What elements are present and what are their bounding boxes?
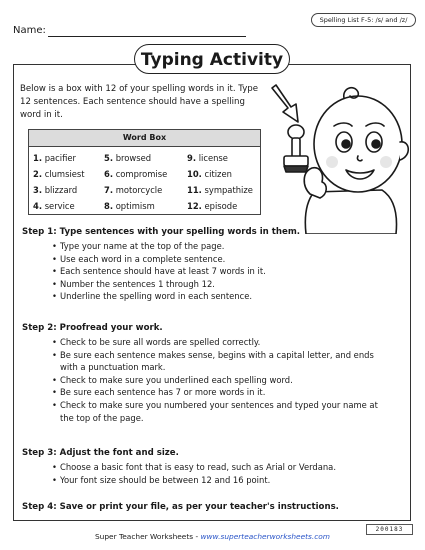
list-item: • Check to make sure you numbered your sentences and typed your name at the top of the page.	[60, 399, 390, 424]
footer-url[interactable]: www.superteacherworksheets.com	[200, 532, 330, 541]
name-label: Name:	[13, 25, 46, 36]
list-item: • Be sure each sentence has 7 or more words in it.	[60, 386, 390, 399]
list-item: • Be sure each sentence makes sense, begins with a capital letter, and ends with a punctuation mark.	[60, 349, 390, 374]
list-item: • Underline the spelling word in each sentence.	[60, 290, 390, 303]
word-box	[28, 129, 261, 215]
step-2-list	[60, 336, 390, 424]
step-4-title: Step 4: Save or print your file, as per your teacher's instructions.	[22, 502, 339, 512]
name-line	[48, 36, 246, 37]
spelling-list-label: Spelling List F-5: /s/ and /z/	[311, 13, 416, 27]
word-item: 9. license	[187, 153, 228, 163]
step-3-title: Step 3: Adjust the font and size.	[22, 448, 179, 458]
arrow-icon	[272, 85, 298, 122]
word-item: 4. service	[33, 201, 75, 211]
word-item: 10. citizen	[187, 169, 232, 179]
list-item: • Number the sentences 1 through 12.	[60, 278, 390, 291]
baby-with-stamp-illustration	[262, 74, 412, 234]
word-item: 3. blizzard	[33, 185, 78, 195]
list-item: • Your font size should be between 12 and 16 point.	[60, 474, 390, 487]
intro-text: Below is a box with 12 of your spelling words in it. Type 12 sentences. Each sentence should have a spelling word in it.	[20, 84, 259, 120]
worksheet-code: 200183	[366, 524, 413, 535]
list-item: • Choose a basic font that is easy to read, such as Arial or Verdana.	[60, 461, 390, 474]
word-item: 2. clumsiest	[33, 169, 85, 179]
list-item: • Check to make sure you underlined each spelling word.	[60, 374, 390, 387]
step-3-list	[60, 461, 390, 486]
list-item: • Type your name at the top of the page.	[60, 240, 390, 253]
word-box-heading: Word Box	[29, 130, 260, 147]
list-item: • Each sentence should have at least 7 words in it.	[60, 265, 390, 278]
word-item: 1. pacifier	[33, 153, 76, 163]
step-2-title: Step 2: Proofread your work.	[22, 323, 163, 333]
list-item: • Check to be sure all words are spelled correctly.	[60, 336, 390, 349]
step-1-title: Step 1: Type sentences with your spelling words in them.	[22, 227, 301, 237]
footer	[0, 532, 425, 541]
word-item: 7. motorcycle	[104, 185, 163, 195]
word-item: 5. browsed	[104, 153, 152, 163]
page-title: Typing Activity	[134, 44, 290, 74]
word-item: 6. compromise	[104, 169, 168, 179]
footer-site-name: Super Teacher Worksheets -	[94, 532, 201, 541]
word-item: 11. sympathize	[187, 185, 253, 195]
step-1-list	[60, 240, 390, 303]
word-item: 12. episode	[187, 201, 238, 211]
word-item: 8. optimism	[104, 201, 155, 211]
list-item: • Use each word in a complete sentence.	[60, 253, 390, 266]
